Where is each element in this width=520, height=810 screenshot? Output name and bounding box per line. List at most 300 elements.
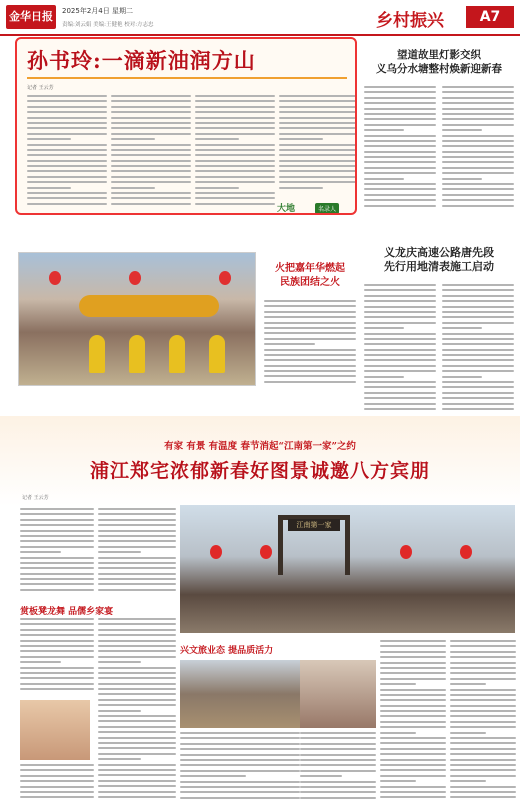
text-line [98,710,141,712]
text-line [98,583,176,585]
text-line [27,144,107,146]
dateline: 2025年2月4日 星期二 [62,7,133,15]
text-line [450,662,516,664]
text-line [380,721,446,723]
text-line [450,667,516,669]
text-line [98,508,176,510]
text-line [279,138,323,140]
text-line [300,732,376,734]
text-line [450,764,516,766]
body-text-col [20,764,94,804]
text-line [195,170,275,172]
text-line [279,95,357,97]
feature-byline: 记者 王云芳 [27,85,54,91]
text-line [98,737,176,739]
text-line [364,327,404,329]
text-line [27,154,107,156]
text-line [450,775,516,777]
text-line [180,797,300,799]
text-line [27,111,107,113]
text-line [364,129,404,131]
text-line [98,661,141,663]
text-line [111,149,191,151]
text-line [300,748,376,750]
text-line [180,754,300,756]
text-line [364,97,436,99]
text-line [364,161,436,163]
text-line [98,546,176,548]
text-line [364,365,436,367]
text-line [98,780,176,782]
text-line [380,640,446,642]
text-line [442,343,514,345]
text-line [264,354,356,356]
text-line [111,133,191,135]
text-line [450,759,516,761]
text-line [20,618,94,620]
text-line [380,683,416,685]
dragon-dance-photo [20,700,90,760]
right-story2-text-col [442,284,514,414]
text-line [380,769,446,771]
text-line [300,743,376,745]
text-line [20,629,94,631]
text-line [111,197,191,199]
text-line [98,573,176,575]
text-line [27,176,107,178]
text-line [380,726,446,728]
feature-text-col [111,95,191,213]
text-line [27,192,107,194]
text-line [450,715,516,717]
text-line [364,349,436,351]
text-line [364,194,436,196]
text-line [98,656,176,658]
text-line [364,156,436,158]
text-line [380,796,446,798]
text-line [380,672,446,674]
text-line [450,678,516,680]
body-text-col [180,732,300,804]
text-line [195,106,275,108]
text-line [442,86,514,88]
feature-title: 孙书玲:一滴新油润方山 [27,48,256,73]
text-line [364,167,436,169]
text-line [98,524,176,526]
text-line [98,589,176,591]
text-line [442,370,514,372]
text-line [300,775,342,777]
text-line [264,365,356,367]
banner-kicker: 有家 有景 有温度 春节消起“江南第一家”之约 [164,441,356,452]
gate-sign: 江南第一家 [288,519,340,531]
text-line [380,732,416,734]
text-line [279,127,357,129]
text-line [98,667,176,669]
text-line [195,144,275,146]
text-line [27,122,107,124]
text-line [27,187,71,189]
text-line [364,306,436,308]
text-line [20,634,94,636]
text-line [364,359,436,361]
text-line [442,338,514,340]
text-line [264,338,356,340]
photo-story-title: 火把嘉年华燃起 民族团结之火 [275,263,345,288]
text-line [98,769,176,771]
text-line [364,108,436,110]
text-line [364,205,436,207]
text-line [111,122,191,124]
text-line [111,111,191,113]
text-line [20,780,94,782]
text-line [98,519,176,521]
text-line [442,91,514,93]
text-line [279,106,357,108]
text-line [380,645,446,647]
text-line [180,743,300,745]
text-line [442,392,514,394]
text-line [264,349,356,351]
text-line [364,392,436,394]
text-line [442,140,514,142]
text-line [195,127,275,129]
text-line [380,715,446,717]
body-text-col [98,618,176,803]
text-line [450,737,516,739]
text-line [180,786,300,788]
right-story-text-col [364,86,436,212]
subhead-culture-tourism: 兴文旅业态 提品质活力 [180,646,274,656]
text-line [450,699,516,701]
text-line [380,689,446,691]
text-line [442,316,514,318]
text-line [442,376,482,378]
text-line [20,508,94,510]
text-line [27,106,107,108]
text-line [380,748,446,750]
text-line [98,645,176,647]
text-line [442,300,514,302]
text-line [180,791,300,793]
text-line [442,359,514,361]
text-line [300,786,376,788]
text-line [195,192,275,194]
right-story2-title: 义龙庆高速公路唐先段 先行用地清表施工启动 [384,246,494,273]
text-line [380,791,446,793]
text-line [450,780,486,782]
text-line [20,535,94,537]
text-line [27,181,107,183]
right-story-head [364,48,514,76]
text-line [442,135,514,137]
column-tag-sub: 名录人 [315,203,339,214]
text-line [442,102,514,104]
text-line [279,144,357,146]
text-line [442,156,514,158]
text-line [20,567,94,569]
text-line [111,154,191,156]
text-line [98,672,176,674]
text-line [442,386,514,388]
text-line [380,786,446,788]
text-line [364,333,436,335]
text-line [111,95,191,97]
text-line [27,100,107,102]
text-line [364,386,436,388]
text-line [380,753,446,755]
text-line [442,178,482,180]
festival-photo [300,660,376,728]
text-line [20,683,94,685]
text-line [450,726,516,728]
text-line [20,551,61,553]
text-line [111,170,191,172]
text-line [98,567,176,569]
text-line [450,689,516,691]
body-text-col [450,640,516,804]
text-line [195,111,275,113]
text-line [442,161,514,163]
text-line [279,149,357,151]
text-line [450,753,516,755]
text-line [450,721,516,723]
text-line [364,199,436,201]
text-line [195,100,275,102]
text-line [442,322,514,324]
text-line [450,705,516,707]
text-line [442,381,514,383]
text-line [380,742,446,744]
lantern-icon [460,545,472,559]
text-line [98,764,176,766]
text-line [195,149,275,151]
text-line [98,774,176,776]
text-line [180,748,300,750]
text-line [450,748,516,750]
text-line [279,122,357,124]
text-line [300,797,376,799]
text-line [380,656,446,658]
text-line [111,181,191,183]
text-line [111,160,191,162]
text-line [442,145,514,147]
body-text-col [300,732,376,804]
text-line [195,197,275,199]
text-line [279,181,357,183]
torch-festival-photo [18,252,256,386]
text-line [364,91,436,93]
text-line [450,710,516,712]
text-line [195,176,275,178]
text-line [98,699,176,701]
text-line [98,683,176,685]
text-line [442,199,514,201]
text-line [442,333,514,335]
text-line [98,530,176,532]
text-line [300,737,376,739]
text-line [98,535,176,537]
text-line [364,338,436,340]
text-line [111,203,191,205]
body-text-col [20,618,94,698]
text-line [264,381,356,383]
text-line [98,693,176,695]
text-line [364,140,436,142]
text-line [442,194,514,196]
text-line [98,688,176,690]
text-line [380,694,446,696]
text-line [364,322,436,324]
text-line [279,133,357,135]
dancer-figure [209,335,225,373]
text-line [98,791,176,793]
right-story2-text-col [364,284,436,414]
text-line [98,715,176,717]
text-line [264,327,356,329]
feature-text-col [27,95,107,213]
text-line [364,354,436,356]
text-line [98,785,176,787]
dancer-figure [169,335,185,373]
text-line [442,289,514,291]
text-line [27,95,107,97]
newspaper-logo: 金华日报 [6,5,56,29]
text-line [20,583,94,585]
text-line [195,95,275,97]
text-line [300,770,376,772]
lantern-icon [210,545,222,559]
text-line [180,770,300,772]
text-line [364,102,436,104]
text-line [279,111,357,113]
text-line [442,113,514,115]
text-line [111,144,191,146]
text-line [98,704,176,706]
text-line [20,775,94,777]
text-line [450,769,516,771]
text-line [442,124,514,126]
text-line [442,129,482,131]
text-line [279,160,357,162]
text-line [450,786,516,788]
dragon-prop [79,295,219,317]
text-line [20,530,94,532]
text-line [442,365,514,367]
text-line [20,557,94,559]
text-line [98,726,176,728]
text-line [98,557,176,559]
text-line [180,759,300,761]
text-line [450,651,516,653]
text-line [279,117,357,119]
text-line [20,791,94,793]
text-line [364,135,436,137]
text-line [380,662,446,664]
text-line [380,775,446,777]
title-underline [27,77,347,79]
text-line [98,513,176,515]
text-line [364,370,436,372]
text-line [20,661,61,663]
text-line [98,747,176,749]
text-line [364,311,436,313]
text-line [442,403,514,405]
text-line [111,192,191,194]
text-line [20,546,94,548]
text-line [20,519,94,521]
text-line [450,694,516,696]
feature-text-col [195,95,275,213]
feature-article [15,37,357,215]
text-line [98,623,176,625]
text-line [279,170,357,172]
text-line [180,764,300,766]
text-line [279,100,357,102]
text-line [442,118,514,120]
text-line [264,343,315,345]
tourism-photo [180,660,300,728]
text-line [20,786,94,788]
text-line [364,178,404,180]
text-line [364,376,404,378]
text-line [300,791,376,793]
text-line [364,408,436,410]
text-line [195,154,275,156]
text-line [442,397,514,399]
text-line [450,791,516,793]
text-line [27,165,107,167]
text-line [20,688,94,690]
text-line [98,753,176,755]
text-line [195,122,275,124]
text-line [20,796,94,798]
text-line [111,127,191,129]
text-line [195,138,239,140]
text-line [450,796,516,798]
text-line [195,181,275,183]
text-line [264,305,356,307]
text-line [450,683,486,685]
text-line [27,160,107,162]
text-line [264,370,356,372]
text-line [195,165,275,167]
text-line [264,375,356,377]
text-line [27,203,107,205]
text-line [364,172,436,174]
text-line [20,513,94,515]
text-line [20,589,94,591]
text-line [20,672,94,674]
text-line [442,349,514,351]
text-line [380,667,446,669]
lantern-icon [260,545,272,559]
text-line [111,100,191,102]
text-line [180,732,300,734]
text-line [380,678,446,680]
lantern-icon [49,271,61,285]
text-line [264,300,356,302]
text-line [111,106,191,108]
right-story-text-col [442,86,514,212]
text-line [442,327,482,329]
text-line [27,117,107,119]
text-line [195,203,275,205]
text-line [20,769,94,771]
text-line [442,97,514,99]
text-line [442,172,514,174]
text-line [98,650,176,652]
